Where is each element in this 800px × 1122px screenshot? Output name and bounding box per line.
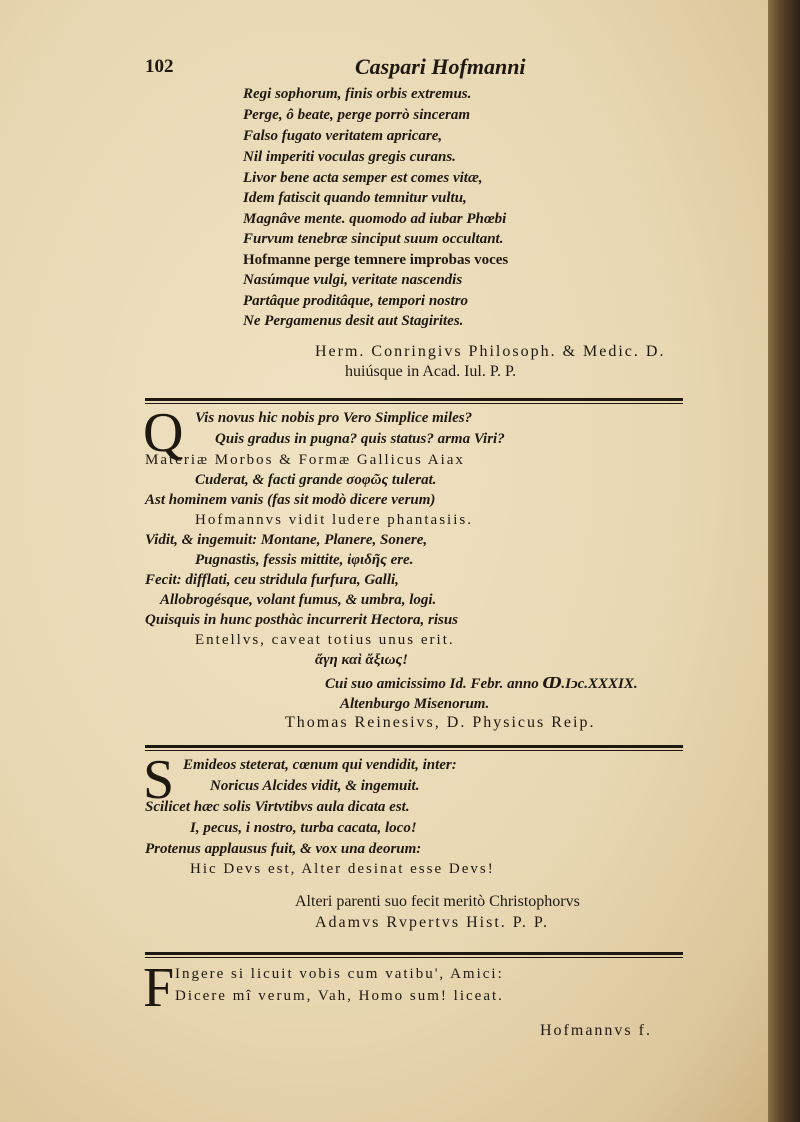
verse-line: Materiæ Morbos & Formæ Gallicus Aiax — [145, 452, 465, 468]
verse-line: Quis gradus in pugna? quis status? arma Viri? — [215, 431, 505, 447]
verse-line: Vidit, & ingemuit: Montane, Planere, Sonere, — [145, 532, 428, 548]
section-divider — [145, 952, 683, 955]
signature-hofmann: Hofmannvs f. — [540, 1022, 652, 1039]
verse-line: Ne Pergamenus desit aut Stagirites. — [243, 313, 464, 329]
verse-line: ἄγη καὶ ἄξιως! — [315, 652, 408, 668]
verse-line: Nil imperiti voculas gregis curans. — [243, 149, 456, 165]
verse-line: Perge, ô beate, perge porrò sinceram — [243, 107, 471, 123]
section-divider — [145, 957, 683, 958]
verse-line: Ast hominem vanis (fas sit modò dicere verum) — [145, 492, 436, 508]
verse-line: Ingere si licuit vobis cum vatibu', Amici: — [175, 966, 504, 982]
verse-line: Nasúmque vulgi, veritate nascendis — [243, 272, 463, 288]
verse-line: Fecit: difflati, ceu stridula furfura, Galli, — [145, 572, 399, 588]
section-divider — [145, 398, 683, 401]
verse-line: Pugnastis, fessis mittite, ἰφιδῆς ere. — [195, 552, 414, 568]
verse-line: Furvum tenebræ sinciput suum occultant. — [243, 231, 504, 247]
page-number: 102 — [145, 56, 174, 77]
running-title: Caspari Hofmanni — [355, 54, 526, 79]
verse-line: Cuderat, & facti grande σοφῶς tulerat. — [195, 472, 437, 488]
verse-line: Vis novus hic nobis pro Vero Simplice miles? — [195, 410, 473, 426]
dedication-line: Cui suo amicissimo Id. Febr. anno ↀ.Iↄc.XXXIX. — [325, 676, 638, 692]
verse-line: Livor bene acta semper est comes vitæ, — [243, 170, 483, 186]
signature-rupertus: Alteri parenti suo fecit meritò Christophorvs — [295, 893, 580, 910]
signature-conring-title: huiúsque in Acad. Iul. P. P. — [345, 363, 517, 380]
signature-conring: Herm. Conringivs Philosoph. & Medic. D. — [315, 343, 666, 360]
verse-line: Hofmannvs vidit ludere phantasiis. — [195, 512, 473, 528]
verse-line: Hic Devs est, Alter desinat esse Devs! — [190, 861, 495, 877]
verse-line: Regi sophorum, finis orbis extremus. — [243, 86, 472, 102]
verse-line: Quisquis in hunc posthàc incurrerit Hectora, risus — [145, 612, 459, 628]
book-spine — [768, 0, 800, 1122]
verse-line: Entellvs, caveat totius unus erit. — [195, 632, 455, 648]
verse-line: Hofmanne perge temnere improbas voces — [243, 252, 509, 268]
verse-line: Falso fugato veritatem apricare, — [243, 128, 443, 144]
verse-line: Magnâve mente. quomodo ad iubar Phœbi — [243, 211, 507, 227]
verse-line: Emideos steterat, cœnum qui vendidit, inter: — [183, 757, 457, 773]
section-divider — [145, 403, 683, 404]
section-divider — [145, 750, 683, 751]
drop-cap: F — [143, 957, 175, 1019]
verse-line: I, pecus, i nostro, turba cacata, loco! — [190, 820, 417, 836]
verse-line: Scilicet hæc solis Virtvtibvs aula dicata est. — [145, 799, 410, 815]
drop-cap: Q — [143, 402, 184, 464]
signature-rupertus-title: Adamvs Rvpertvs Hist. P. P. — [315, 914, 550, 931]
section-divider — [145, 745, 683, 748]
place-line: Altenburgo Misenorum. — [340, 696, 490, 712]
verse-line: Partâque proditâque, tempori nostro — [243, 293, 469, 309]
verse-line: Allobrogésque, volant fumus, & umbra, logi. — [160, 592, 437, 608]
signature-reinesius: Thomas Reinesivs, D. Physicus Reip. — [285, 714, 596, 731]
verse-line: Idem fatiscit quando temnitur vultu, — [243, 190, 467, 206]
verse-line: Noricus Alcides vidit, & ingemuit. — [210, 778, 420, 794]
drop-cap: S — [143, 749, 175, 811]
verse-line: Protenus applausus fuit, & vox una deorum: — [145, 841, 422, 857]
verse-line: Dicere mî verum, Vah, Homo sum! liceat. — [175, 988, 504, 1004]
